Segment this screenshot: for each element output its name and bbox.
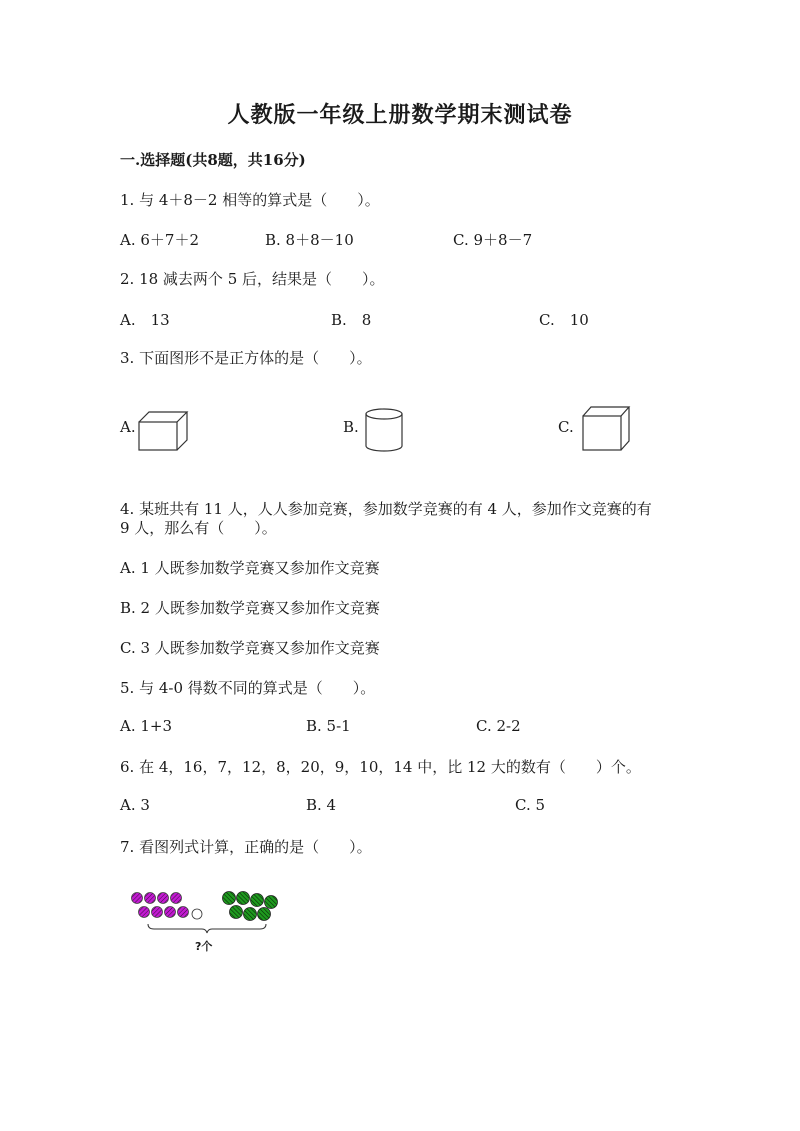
question-6-option-c[interactable]: C. 5 — [515, 796, 546, 814]
purple-ball — [132, 893, 143, 904]
purple-ball — [171, 893, 182, 904]
question-6-stem: 6. 在 4，16，7，12，8，20，9，10，14 中，比 12 大的数有（ ）个。 — [120, 758, 641, 776]
brace — [148, 924, 266, 933]
question-5-option-c[interactable]: C. 2-2 — [476, 717, 521, 735]
question-6-option-b[interactable]: B. 4 — [306, 796, 337, 814]
question-5-option-a[interactable]: A. 1+3 — [120, 717, 173, 735]
question-3-option-c[interactable]: C. — [558, 418, 574, 436]
purple-ball — [178, 907, 189, 918]
question-2-option-a[interactable]: A. 13 — [120, 311, 170, 329]
question-7-figure-label: ?个 — [195, 940, 213, 953]
question-2-option-c[interactable]: C. 10 — [539, 311, 589, 329]
question-3-stem: 3. 下面图形不是正方体的是（ ）。 — [120, 349, 372, 367]
purple-ball — [145, 893, 156, 904]
empty-ball — [192, 909, 202, 919]
green-ball — [223, 892, 236, 905]
cylinder-figure-b — [362, 406, 406, 456]
green-ball — [265, 896, 278, 909]
question-7-figure — [126, 890, 282, 936]
purple-ball — [152, 907, 163, 918]
question-4-option-c[interactable]: C. 3 人既参加数学竞赛又参加作文竞赛 — [120, 639, 380, 657]
question-5-option-b[interactable]: B. 5-1 — [306, 717, 351, 735]
cube-figure-c — [578, 404, 634, 454]
section-heading: 一.选择题(共8题，共16分) — [120, 151, 306, 169]
question-7-stem: 7. 看图列式计算，正确的是（ ）。 — [120, 838, 372, 856]
question-4-stem-line2: 9 人，那么有（ ）。 — [120, 519, 277, 537]
question-1-option-c[interactable]: C. 9＋8－7 — [453, 231, 533, 249]
green-ball — [237, 892, 250, 905]
cuboid-figure-a — [136, 408, 192, 454]
purple-ball — [165, 907, 176, 918]
question-1-stem: 1. 与 4＋8－2 相等的算式是（ ）。 — [120, 191, 380, 209]
question-5-stem: 5. 与 4-0 得数不同的算式是（ ）。 — [120, 679, 376, 697]
green-ball — [258, 908, 271, 921]
purple-ball — [139, 907, 150, 918]
green-balls — [223, 892, 278, 921]
question-6-option-a[interactable]: A. 3 — [120, 796, 150, 814]
question-2-option-b[interactable]: B. 8 — [331, 311, 372, 329]
green-ball — [244, 908, 257, 921]
question-1-option-a[interactable]: A. 6＋7＋2 — [120, 231, 199, 249]
purple-balls — [132, 893, 203, 920]
question-2-stem: 2. 18 减去两个 5 后，结果是（ ）。 — [120, 270, 385, 288]
question-3-option-a[interactable]: A. — [120, 418, 136, 436]
green-ball — [251, 894, 264, 907]
question-4-option-b[interactable]: B. 2 人既参加数学竞赛又参加作文竞赛 — [120, 599, 380, 617]
question-4-option-a[interactable]: A. 1 人既参加数学竞赛又参加作文竞赛 — [120, 559, 380, 577]
green-ball — [230, 906, 243, 919]
question-4-stem-line1: 4. 某班共有 11 人，人人参加竞赛，参加数学竞赛的有 4 人，参加作文竞赛的有 — [120, 500, 652, 518]
purple-ball — [158, 893, 169, 904]
page-title: 人教版一年级上册数学期末测试卷 — [227, 102, 573, 128]
question-3-option-b[interactable]: B. — [343, 418, 359, 436]
question-1-option-b[interactable]: B. 8＋8－10 — [265, 231, 354, 249]
